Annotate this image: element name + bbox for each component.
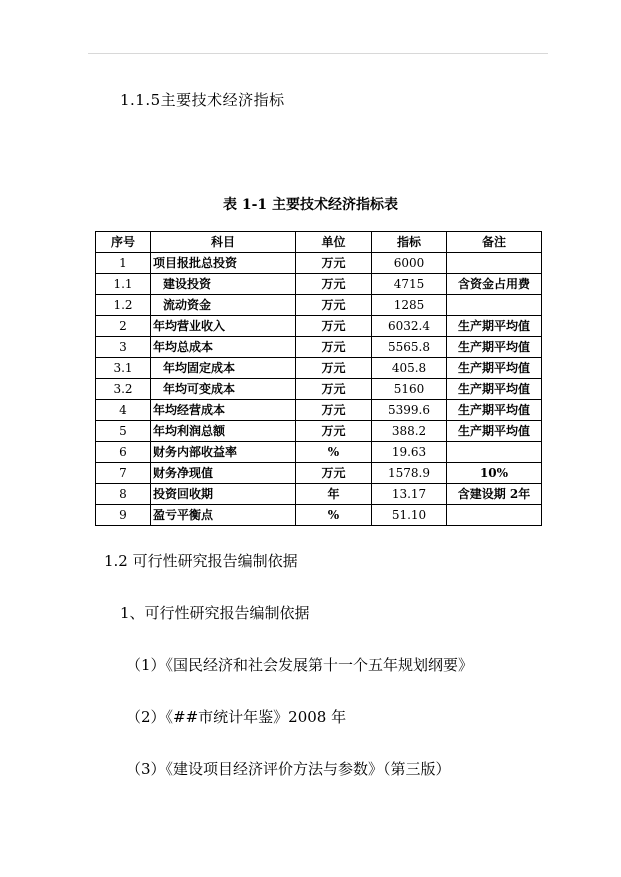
cell-note [447,253,542,274]
cell-unit: 万元 [296,337,372,358]
cell-value: 51.10 [372,505,447,526]
section-heading-1-1-5: 1.1.5主要技术经济指标 [120,91,285,109]
table-row [96,505,542,526]
cell-item: 年均利润总额 [151,421,296,442]
reference-item: （2）《##市统计年鉴》2008 年 [126,708,347,726]
cell-value: 388.2 [372,421,447,442]
cell-note: 生产期平均值 [447,421,542,442]
cell-item: 建设投资 [151,274,296,295]
cell-no: 6 [96,442,151,463]
cell-item: 年均总成本 [151,337,296,358]
cell-no: 4 [96,400,151,421]
cell-value: 1578.9 [372,463,447,484]
cell-unit: 万元 [296,253,372,274]
cell-unit: 万元 [296,379,372,400]
cell-value: 6032.4 [372,316,447,337]
cell-item: 年均可变成本 [151,379,296,400]
table-row [96,421,542,442]
cell-unit: % [296,505,372,526]
cell-unit: 万元 [296,463,372,484]
cell-value: 4715 [372,274,447,295]
cell-note: 生产期平均值 [447,358,542,379]
cell-value: 405.8 [372,358,447,379]
header-cell-unit: 单位 [296,232,372,253]
header-rule [88,53,548,54]
header-cell-note: 备注 [447,232,542,253]
cell-no: 7 [96,463,151,484]
cell-note [447,505,542,526]
cell-value: 5565.8 [372,337,447,358]
cell-note [447,295,542,316]
cell-unit: 万元 [296,316,372,337]
table-row [96,337,542,358]
table-caption: 表 1-1 主要技术经济指标表 [222,197,399,213]
header-cell-value: 指标 [372,232,447,253]
cell-no: 3.2 [96,379,151,400]
table-row [96,379,542,400]
cell-item: 项目报批总投资 [151,253,296,274]
header-cell-item: 科目 [151,232,296,253]
cell-note: 含资金占用费 [447,274,542,295]
cell-value: 5160 [372,379,447,400]
table-row [96,484,542,505]
table-row [96,463,542,484]
cell-note: 10% [447,463,542,484]
cell-value: 19.63 [372,442,447,463]
cell-note: 生产期平均值 [447,337,542,358]
table-row [96,400,542,421]
cell-no: 5 [96,421,151,442]
cell-no: 1.1 [96,274,151,295]
section-heading-1-2: 1.2 可行性研究报告编制依据 [104,552,298,570]
cell-unit: 万元 [296,358,372,379]
cell-value: 1285 [372,295,447,316]
header-cell-no: 序号 [96,232,151,253]
cell-item: 盈亏平衡点 [151,505,296,526]
cell-unit: % [296,442,372,463]
cell-value: 6000 [372,253,447,274]
table-row [96,274,542,295]
cell-no: 8 [96,484,151,505]
cell-note: 生产期平均值 [447,316,542,337]
table-row [96,316,542,337]
cell-item: 年均经营成本 [151,400,296,421]
table-row [96,295,542,316]
cell-note: 生产期平均值 [447,379,542,400]
cell-no: 9 [96,505,151,526]
cell-note: 生产期平均值 [447,400,542,421]
cell-value: 13.17 [372,484,447,505]
cell-no: 3.1 [96,358,151,379]
cell-unit: 万元 [296,295,372,316]
cell-note [447,442,542,463]
cell-no: 1.2 [96,295,151,316]
cell-item: 财务内部收益率 [151,442,296,463]
cell-item: 投资回收期 [151,484,296,505]
cell-unit: 万元 [296,274,372,295]
reference-item: （1）《国民经济和社会发展第十一个五年规划纲要》 [126,656,474,674]
indicator-table [95,231,542,526]
cell-item: 财务净现值 [151,463,296,484]
cell-unit: 万元 [296,400,372,421]
cell-no: 3 [96,337,151,358]
table-row [96,253,542,274]
cell-item: 流动资金 [151,295,296,316]
cell-item: 年均营业收入 [151,316,296,337]
cell-unit: 年 [296,484,372,505]
cell-item: 年均固定成本 [151,358,296,379]
cell-no: 1 [96,253,151,274]
cell-no: 2 [96,316,151,337]
table-row [96,358,542,379]
cell-value: 5399.6 [372,400,447,421]
table-row [96,442,542,463]
cell-unit: 万元 [296,421,372,442]
subsection-heading-1: 1、可行性研究报告编制依据 [120,604,310,622]
reference-item: （3）《建设项目经济评价方法与参数》（第三版） [126,760,451,778]
table-header-row [96,232,542,253]
cell-note: 含建设期 2年 [447,484,542,505]
